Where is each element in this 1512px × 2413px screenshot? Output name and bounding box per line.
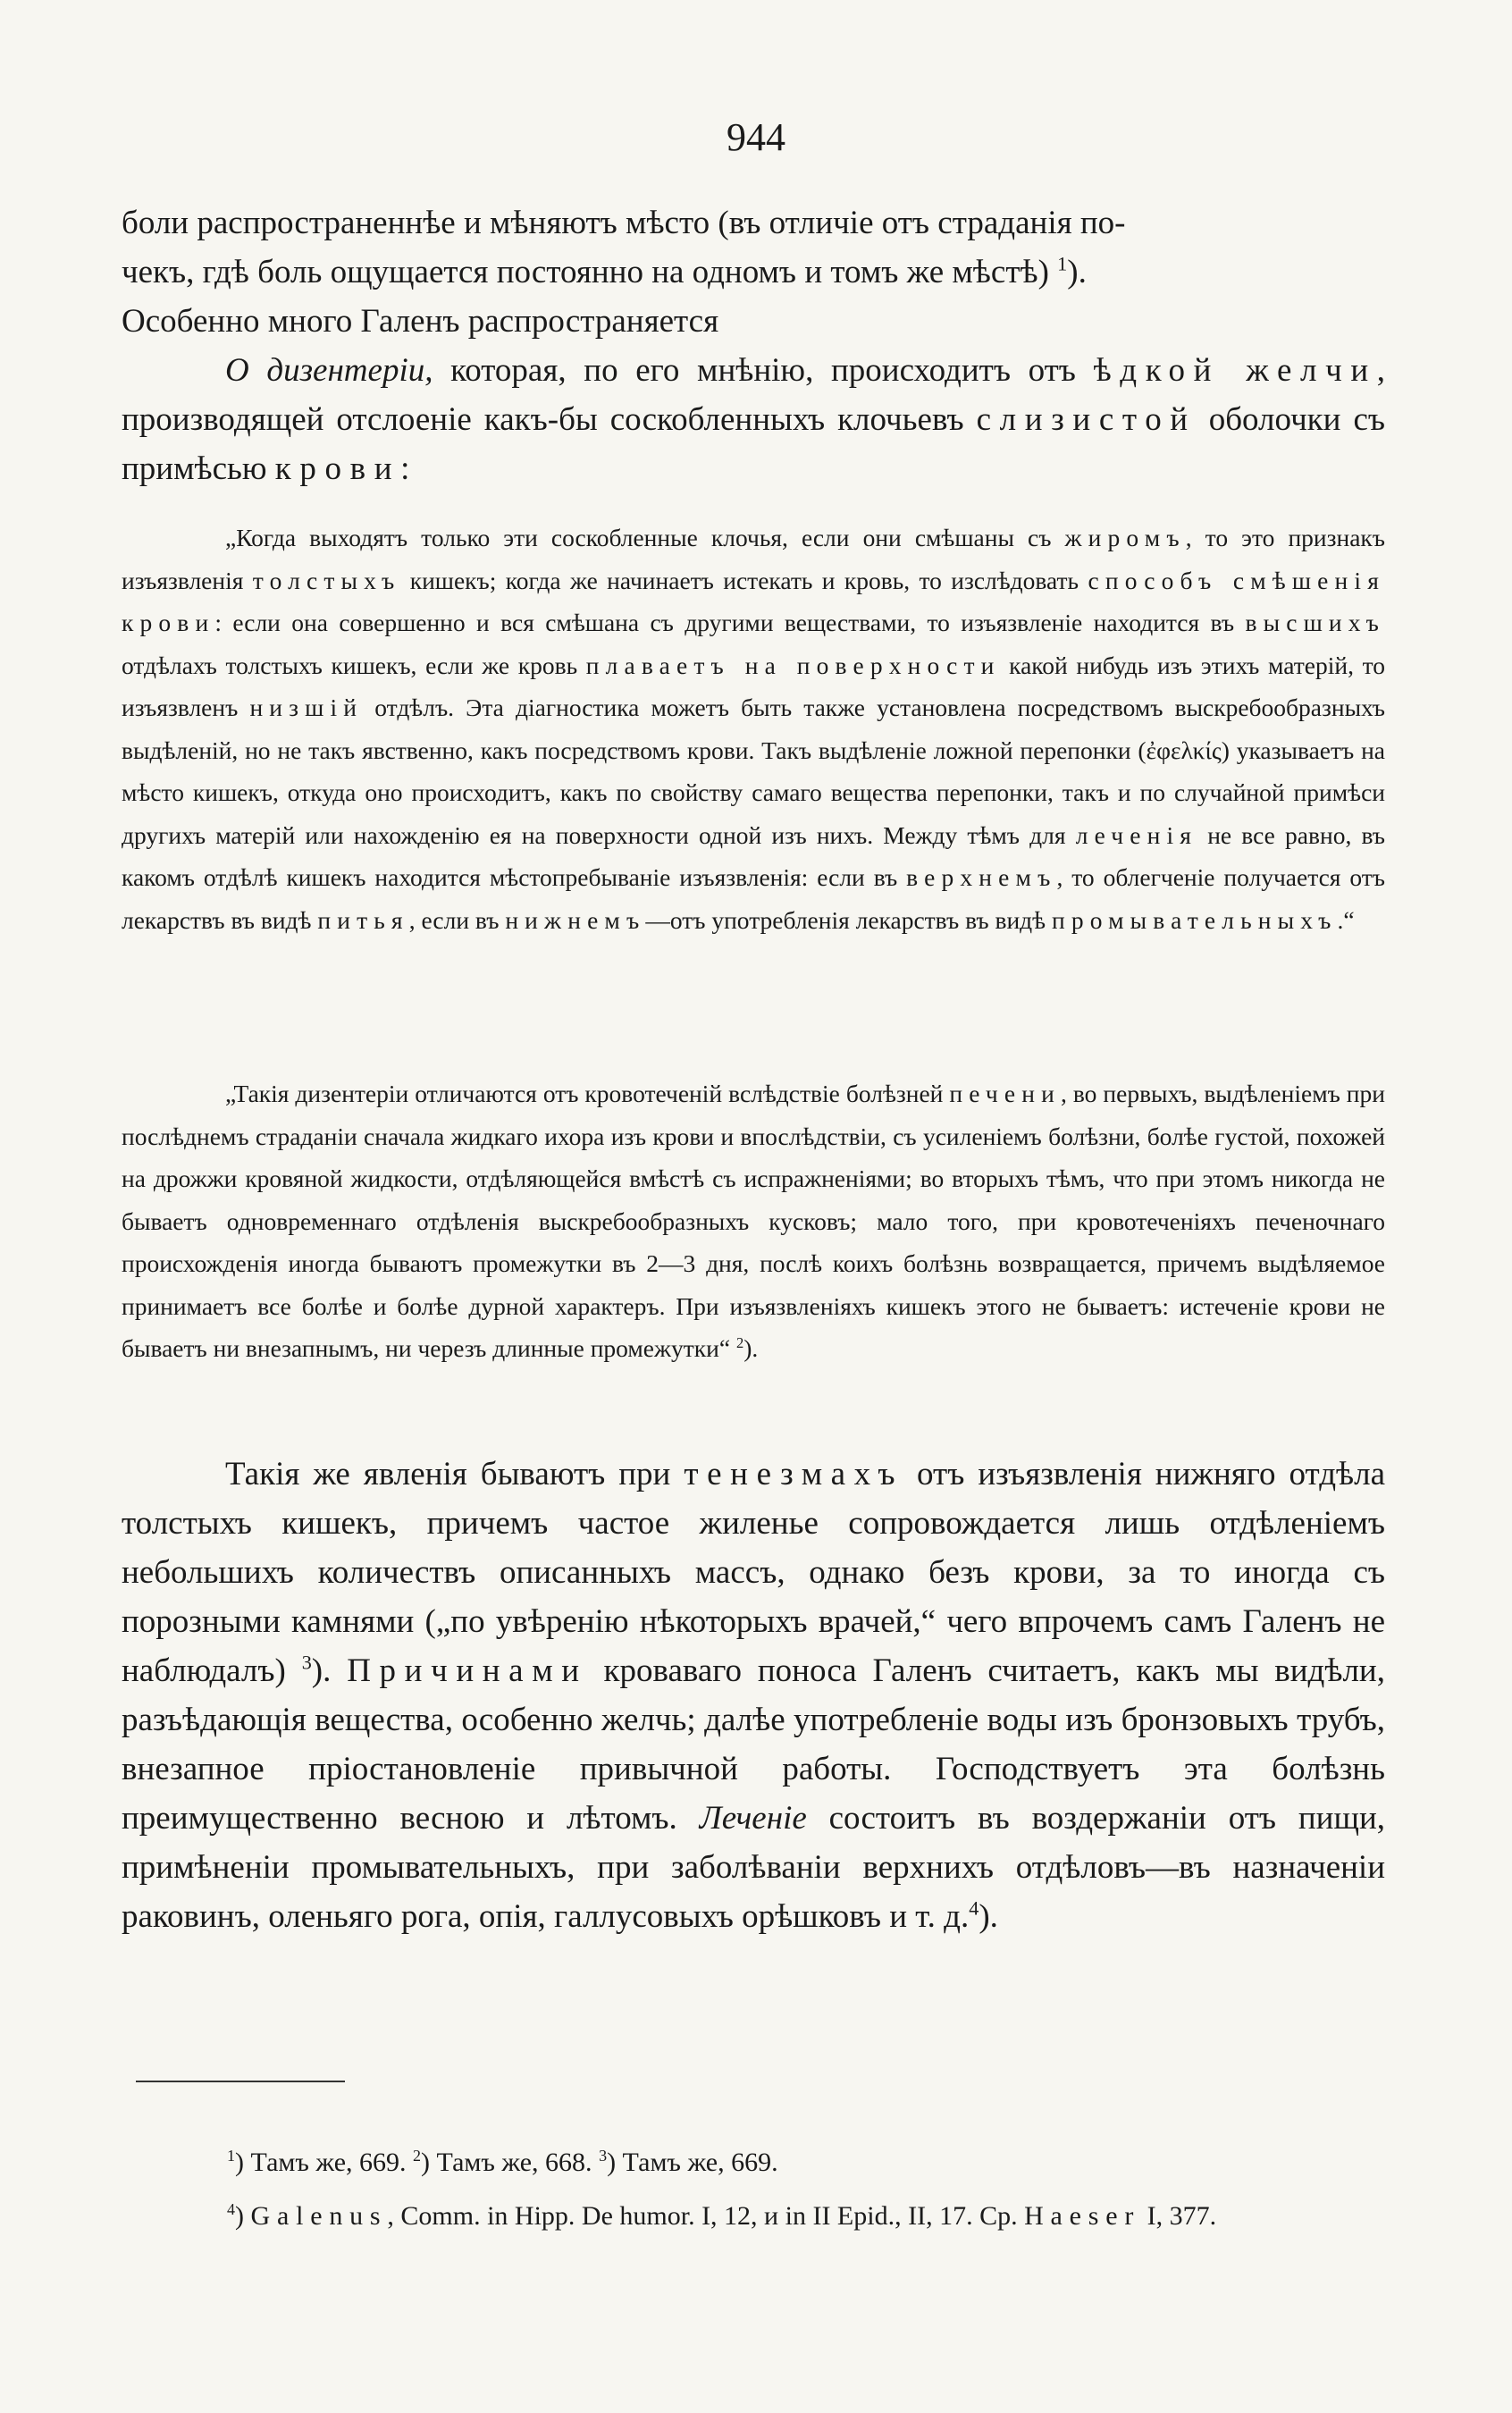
dysentery-emph-bile: ѣдкой желчи xyxy=(1093,352,1377,389)
spaced-emphasis: толстыхъ xyxy=(252,566,401,594)
spaced-emphasis: печени xyxy=(949,1080,1061,1107)
dysentery-title: О дизентеріи, xyxy=(225,352,433,389)
dysentery-emph-blood: крови xyxy=(274,450,401,487)
italic-emphasis: Леченіе xyxy=(699,1800,807,1837)
tenesmus-paragraph xyxy=(122,1450,1385,1941)
spaced-emphasis: Причинами xyxy=(347,1652,588,1689)
text-run: —отъ употребленія лекарствъ въ видѣ xyxy=(645,905,1052,934)
intro-paragraph xyxy=(122,198,1385,346)
intro-line-2-period: . xyxy=(1078,254,1087,290)
intro-line-2-text: чекъ, гдѣ боль ощущается постоянно на одномъ и томъ же мѣстѣ) xyxy=(122,254,1049,290)
text-run: ) Тамъ же, 669. xyxy=(235,2148,414,2177)
spaced-emphasis: Galenus xyxy=(250,2201,388,2231)
spaced-emphasis: тенезмахъ xyxy=(684,1456,904,1492)
text-run: ). xyxy=(979,1898,998,1935)
footnotes xyxy=(122,2136,1385,2243)
quote-liver-bleeding xyxy=(122,1072,1385,1370)
quote-diagnosis xyxy=(122,517,1385,941)
intro-line-3: Особенно много Галенъ распространяется xyxy=(122,303,719,340)
text-run: , Comm. in Hipp. De humor. I, 12, и in II Epid., II, 17. Ср. xyxy=(387,2201,1025,2231)
text-run: ). xyxy=(311,1652,348,1689)
dysentery-text-a: которая, по его мнѣнію, происходитъ отъ xyxy=(433,352,1094,389)
spaced-emphasis: Haeser xyxy=(1024,2201,1141,2231)
text-run: отдѣлахъ толстыхъ кишекъ, если же кровь xyxy=(122,651,586,679)
spaced-emphasis: верхнемъ xyxy=(906,863,1057,891)
footnote-ref: 4 xyxy=(969,1896,979,1920)
footnote-ref: 3 xyxy=(599,2147,608,2165)
quote-liver-body xyxy=(122,1080,1385,1362)
spaced-emphasis: плаваетъ на поверхности xyxy=(585,651,1001,679)
text-run: кроваваго поноса Галенъ считаетъ, какъ мы видѣли, разъѣдающія вещества, особенно желчь; далѣе употребленіе воды изъ бронзовыхъ трубъ, внезапное пріостановленіе привычной работы. Господствуетъ эта болѣзнь преимущественно весною и лѣтомъ. xyxy=(122,1652,1385,1837)
text-run: состоитъ въ воздержаніи отъ пищи, примѣненіи промывательныхъ, при заболѣваніи верхнихъ отдѣловъ—въ назначеніи раковинъ, оленьяго рога, опія, галлусовыхъ орѣшковъ и т. д. xyxy=(122,1800,1386,1935)
quote-liver-end: ). xyxy=(743,1334,759,1362)
text-run: отдѣлъ. Эта діагностика можетъ быть также установлена посредствомъ выскребообразныхъ выдѣленій, но не такъ явственно, какъ посредствомъ крови. Такъ выдѣленіе ложной перепонки (ἐφελκίς) указываетъ на мѣсто кишекъ, откуда оно происходитъ, какъ по свойству самаго вещества перепонки, такъ и по случайной примѣси другихъ матерій или нахожденію ея на поверхности одной изъ нихъ. Между тѣмъ для xyxy=(122,694,1385,849)
spaced-emphasis: жиромъ xyxy=(1064,524,1186,551)
footnote-line-2 xyxy=(122,2190,1385,2243)
spaced-emphasis: высшихъ xyxy=(1245,609,1385,636)
text-run: , во первыхъ, выдѣленіемъ при послѣднемъ страданіи сначала жидкаго ихора изъ крови и впослѣдствіи, съ усиленіемъ болѣзни, болѣе густой, похожей на дрожжи кровяной жидкости, отдѣляющейся вмѣстѣ съ испражненіями; во вторыхъ тѣмъ, что при этомъ никогда не бываетъ одновременнаго отдѣленія выскребообразныхъ кусковъ; мало того, при кровотеченіяхъ печеночнаго происхожденія иногда бываютъ промежутки въ 2—3 дня, послѣ коихъ болѣзнь возвращается, причемъ выдѣляемое принимаетъ все болѣе и болѣе дурной характеръ. При изъязвленіяхъ кишекъ этого не бываетъ: истеченіе крови не бываетъ ни внезапнымъ, ни черезъ длинные промежутки“ xyxy=(122,1080,1385,1362)
dysentery-text-b: , производящей отслоеніе какъ-бы соскобленныхъ клочьевъ xyxy=(122,352,1385,438)
text-run: , если въ xyxy=(408,905,506,934)
footnote-line-1 xyxy=(122,2136,1385,2190)
text-run: ) Тамъ же, 668. xyxy=(421,2148,600,2177)
intro-line-2 xyxy=(122,248,1385,297)
spaced-emphasis: питья xyxy=(317,905,409,934)
text-run: ) Тамъ же, 669. xyxy=(607,2148,778,2177)
dysentery-emph-mucous: слизистой xyxy=(976,401,1197,438)
footnote-ref-2: 2 xyxy=(735,1333,744,1351)
footnote-ref: 4 xyxy=(227,2200,235,2218)
text-run: какой нибудь изъ этихъ матерій, то изъязвленъ xyxy=(122,651,1386,721)
text-run: , то это признакъ изъязвленія xyxy=(122,524,1385,594)
spaced-emphasis: способъ смѣшенія крови xyxy=(122,566,1385,636)
text-run: не все равно, въ какомъ отдѣлѣ кишекъ находится мѣстопребываніе изъязвленія: если въ xyxy=(122,820,1385,891)
text-run: ) xyxy=(235,2201,251,2231)
spaced-emphasis: леченія xyxy=(1075,820,1198,849)
text-run: I, 377. xyxy=(1140,2201,1217,2231)
spaced-emphasis: низшій xyxy=(249,694,364,721)
dysentery-paragraph xyxy=(122,346,1385,493)
text-run: отъ изъязвленія нижняго отдѣла толстыхъ кишекъ, причемъ частое жиленье сопровождается лишь отдѣленіемъ небольшихъ количествъ описанныхъ массъ, однако безъ крови, за то иногда съ порозными камнями („по увѣренію нѣкоторыхъ врачей,“ чего впрочемъ самъ Галенъ не наблюдалъ) xyxy=(122,1456,1385,1689)
spaced-emphasis: нижнемъ xyxy=(505,905,646,934)
text-run: .“ xyxy=(1337,905,1355,934)
intro-line-1: боли распространеннѣе и мѣняютъ мѣсто (въ отличіе отъ страданія по- xyxy=(122,205,1126,241)
text-run: : если она совершенно и вся смѣшана съ другими веществами, то изъязвленіе находится въ xyxy=(214,609,1246,636)
intro-line-2-end: ) xyxy=(1067,254,1079,290)
text-run: , то облегченіе получается отъ лекарствъ въ видѣ xyxy=(122,863,1385,934)
text-run: Такія же явленія бываютъ при xyxy=(225,1456,685,1492)
footnote-ref: 3 xyxy=(301,1651,312,1674)
spaced-emphasis: промывательныхъ xyxy=(1051,905,1338,934)
dysentery-text-c: оболочки съ примѣсью xyxy=(122,401,1385,487)
footnote-separator xyxy=(136,2081,345,2082)
text-run: „Такія дизентеріи отличаются отъ кровотеченій вслѣдствіе болѣзней xyxy=(225,1080,950,1107)
text-run: „Когда выходятъ только эти соскобленные клочья, если они смѣшаны съ xyxy=(225,524,1065,551)
footnote-ref: 1 xyxy=(227,2147,235,2165)
text-run: кишекъ; когда же начинаетъ истекать и кровь, то изслѣдовать xyxy=(400,566,1088,594)
footnote-ref: 2 xyxy=(413,2147,422,2165)
dysentery-text-d: : xyxy=(400,450,410,487)
page-number: 944 xyxy=(727,115,785,159)
footnote-ref-1: 1 xyxy=(1057,252,1068,275)
